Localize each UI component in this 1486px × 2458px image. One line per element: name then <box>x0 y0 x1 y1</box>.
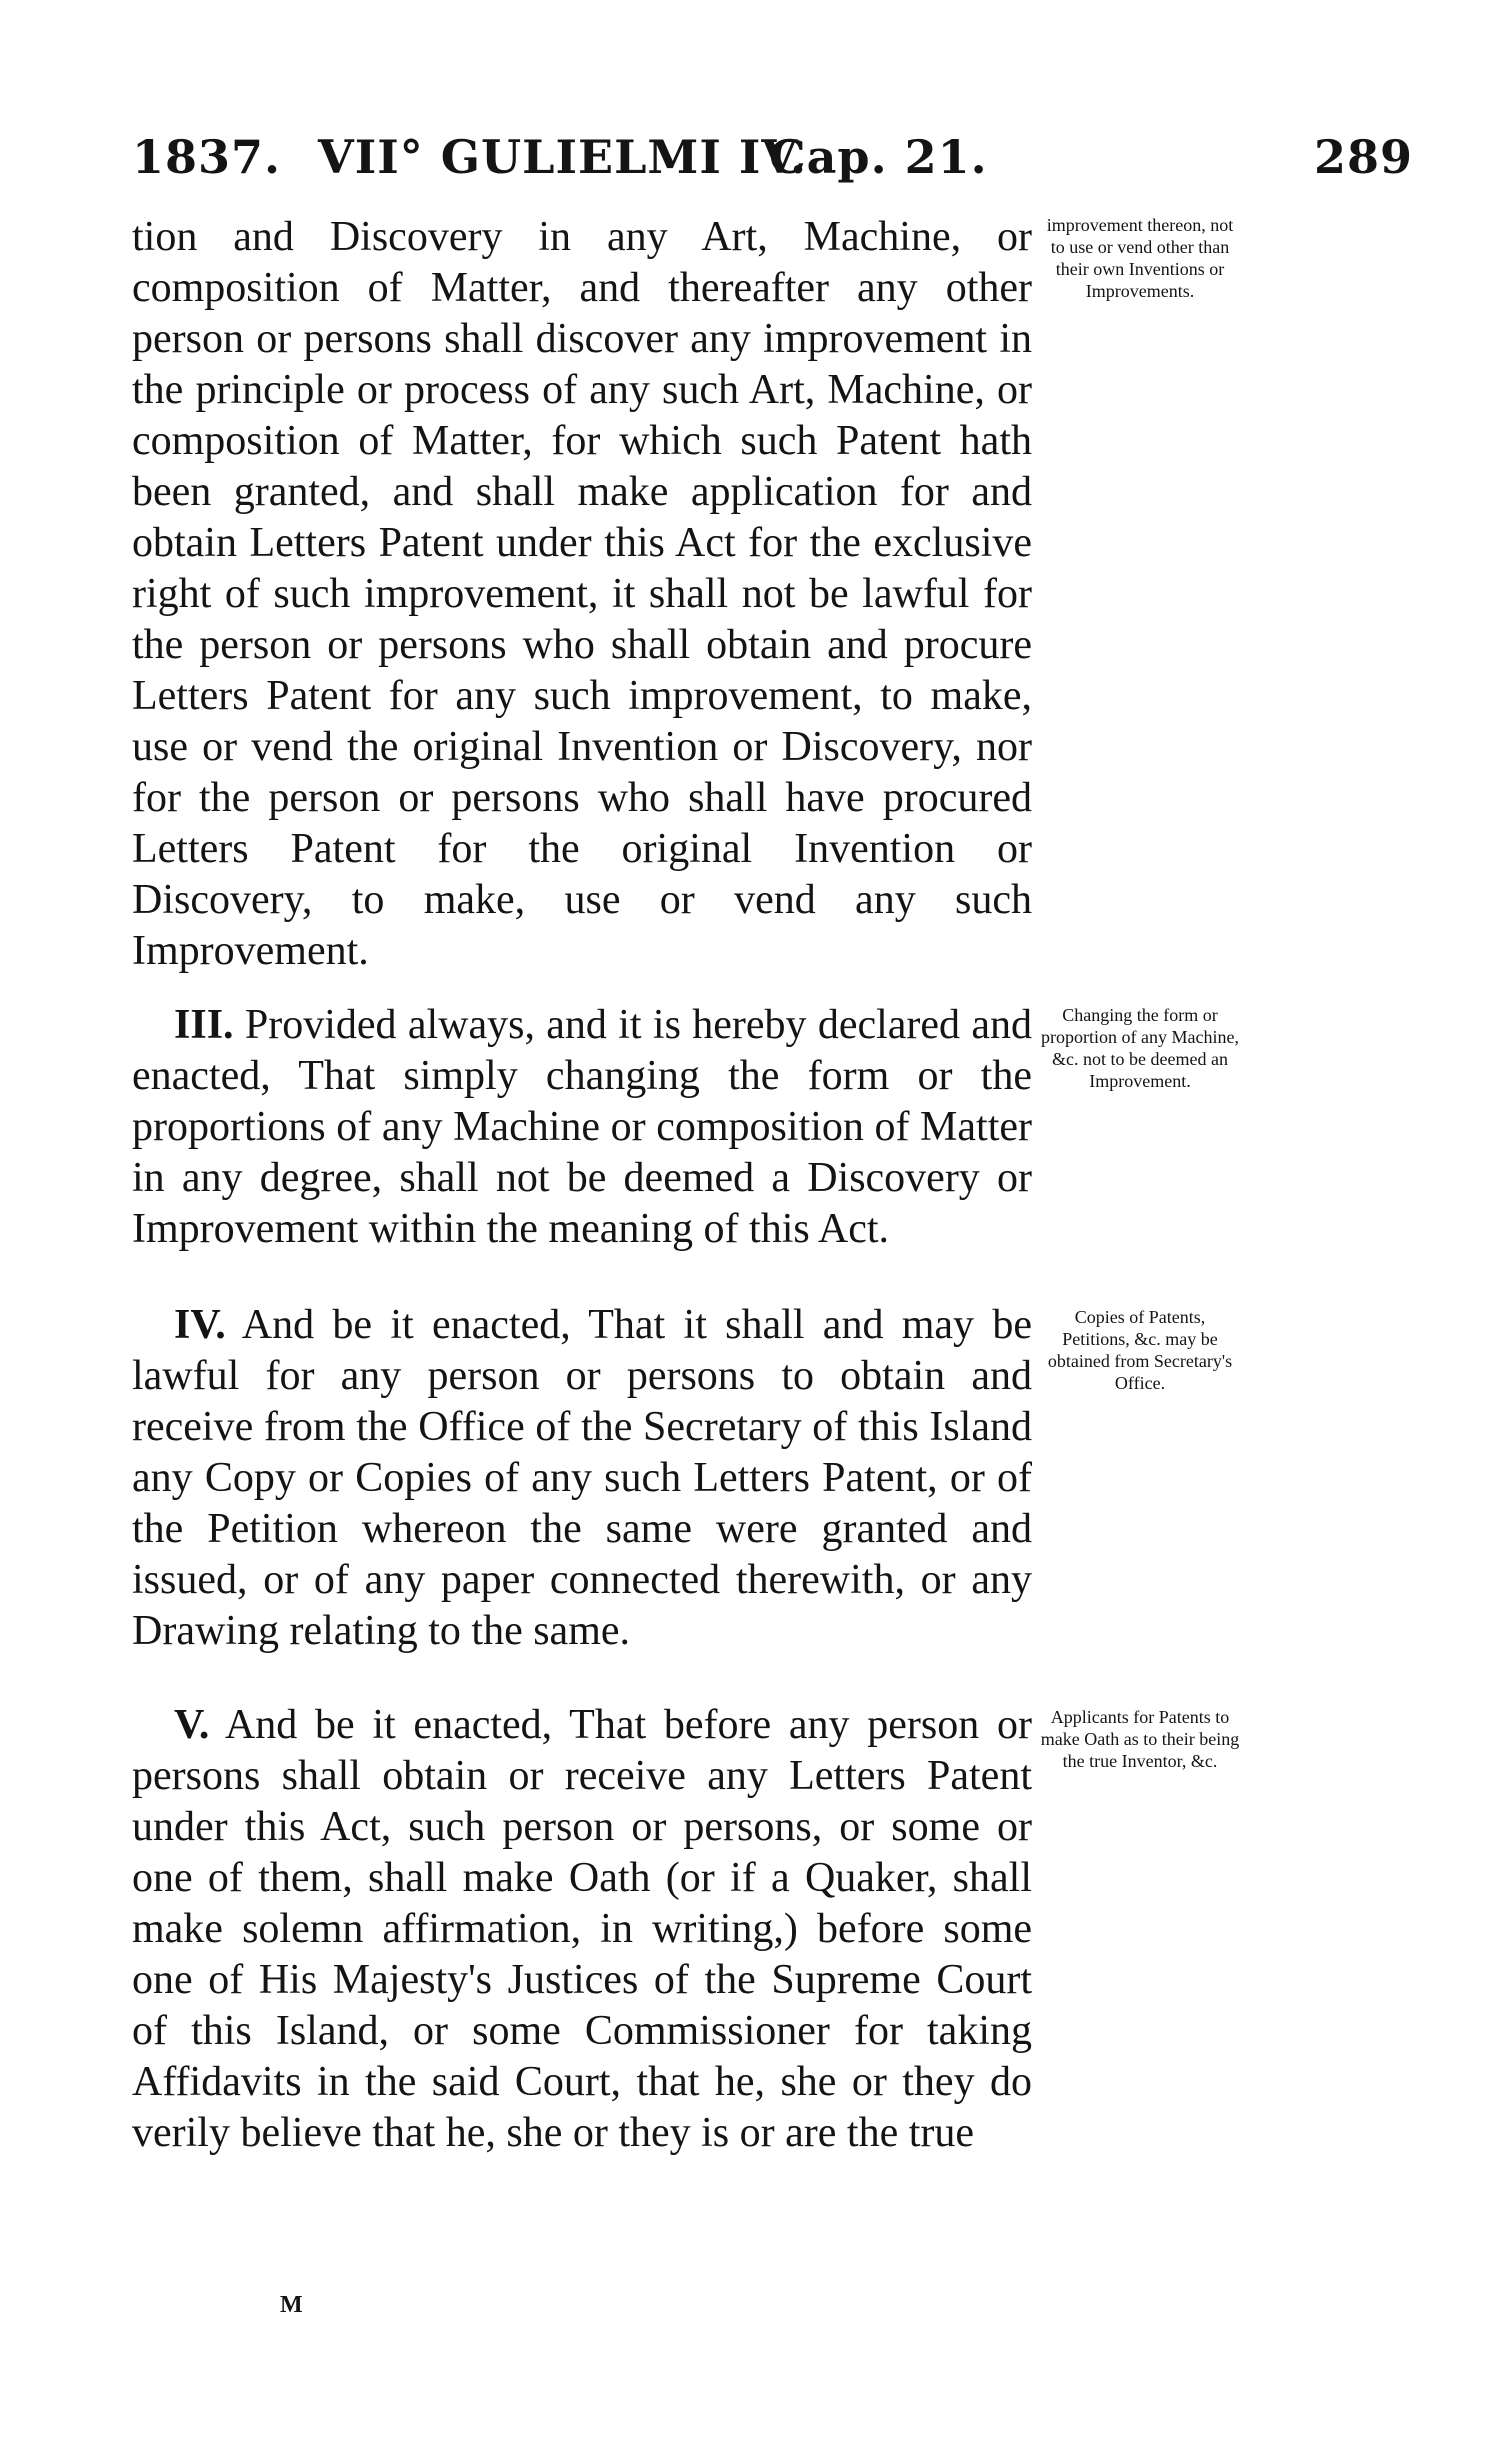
paragraph-text: tion and Discovery in any Art, Machine, or composition of Matter, and thereafter any other person or persons shall discover any improvement in the principle or process of any such Art, Machine, or composition of Matter, for which such Patent hath been granted, and shall make application for and obtain Letters Patent under this Act for the exclusive right of such improvement, it shall not be lawful for the person or persons who shall obtain and procure Letters Patent for any such improvement, to make, use or vend the original Invention or Discovery, nor for the person or persons who shall have procured Letters Patent for the original Invention or Discovery, to make, use or vend any such Improvement. <box>132 214 1032 974</box>
page-number: 289 <box>1314 130 1414 184</box>
margin-note-applicants: Applicants for Patents to make Oath as to their being the true Inventor, &c. <box>1040 1707 1240 1771</box>
running-head <box>132 130 1422 200</box>
head-chapter: Cap. 21. <box>769 130 988 184</box>
head-title: VII° GULIELMI IV. <box>318 130 808 184</box>
paragraph-section-3 <box>132 1000 1032 1255</box>
paragraph-text: Provided always, and it is hereby declared and enacted, That simply changing the form or the proportions of any Machine or composition of Matter in any degree, shall not be deemed a Discovery or Improvement within the meaning of this Act. <box>132 1002 1032 1252</box>
paragraph-continued <box>132 212 1032 977</box>
signature-mark: M <box>280 2292 303 2318</box>
paragraph-section-5 <box>132 1700 1032 2159</box>
section-number: III. <box>174 1002 234 1048</box>
paragraph-section-4 <box>132 1300 1032 1657</box>
margin-note-changing-form: Changing the form or proportion of any Machine, &c. not to be deemed an Improvement. <box>1041 1005 1239 1091</box>
paragraph-text: And be it enacted, That before any person or persons shall obtain or receive any Letters Patent under this Act, such person or persons, or some or one of them, shall make Oath (or if a Quaker, shall make solemn affirmation, in writing,) before some one of His Majesty's Justices of the Supreme Court of this Island, or some Commissioner for taking Affidavits in the said Court, that he, she or they do verily believe that he, she or they is or are the true <box>132 1702 1032 2156</box>
section-number: IV. <box>174 1302 226 1348</box>
section-number: V. <box>174 1702 210 1748</box>
margin-note-copies: Copies of Patents, Petitions, &c. may be obtained from Secretary's Office. <box>1047 1307 1233 1393</box>
margin-note-improvement: improvement thereon, not to use or vend other than their own Inventions or Improvements. <box>1046 215 1234 301</box>
paragraph-text: And be it enacted, That it shall and may be lawful for any person or persons to obtain and receive from the Office of the Secretary of this Island any Copy or Copies of any such Letters Patent, or of the Petition whereon the same were granted and issued, or of any paper connected therewith, or any Drawing relating to the same. <box>132 1302 1033 1654</box>
head-year: 1837. <box>132 130 282 184</box>
